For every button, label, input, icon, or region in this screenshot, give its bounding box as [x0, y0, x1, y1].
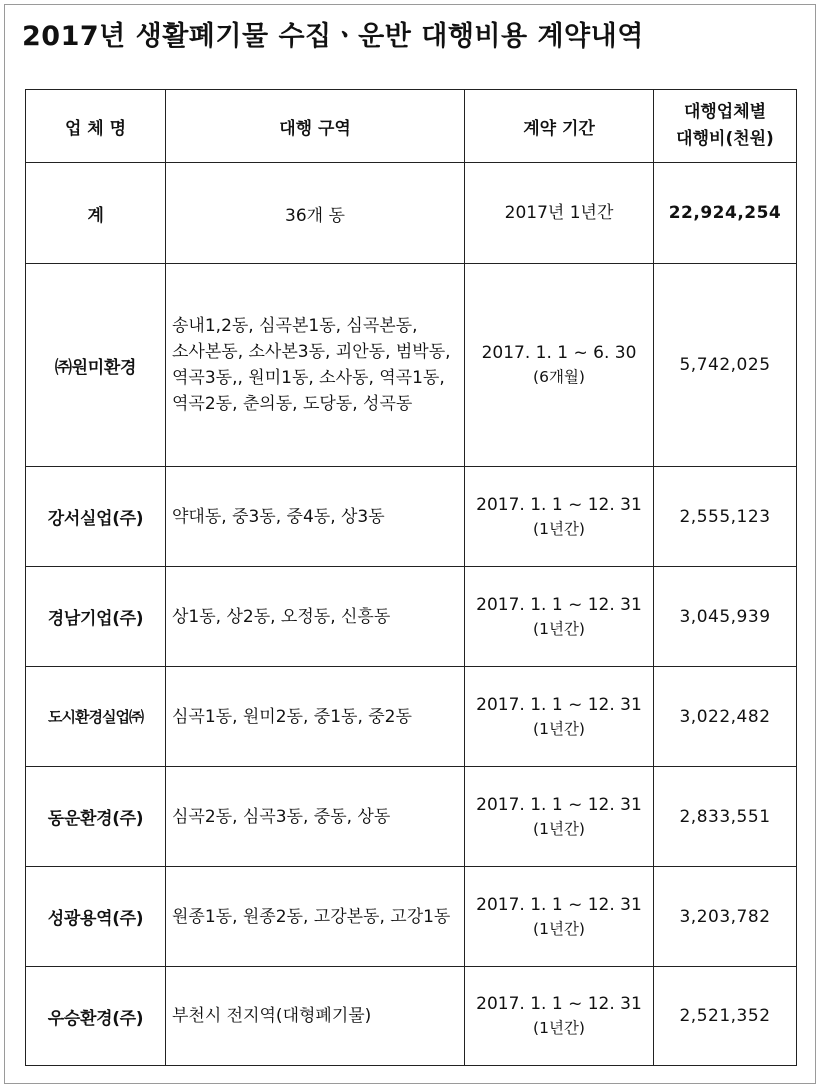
period-duration: (1년간)	[533, 719, 585, 738]
total-row	[26, 163, 797, 264]
header-company: 업 체 명	[26, 90, 166, 163]
company-name: 강서실업(주)	[26, 467, 166, 567]
fee-amount: 3,203,782	[654, 867, 797, 967]
header-area: 대행 구역	[166, 90, 465, 163]
total-label: 계	[26, 163, 166, 264]
total-area: 36개 동	[166, 163, 465, 264]
company-name: 우승환경(주)	[26, 967, 166, 1066]
table-row	[26, 264, 797, 467]
period-range: 2017. 1. 1 ~ 12. 31	[476, 794, 642, 815]
contract-period	[465, 967, 654, 1066]
contract-period	[465, 767, 654, 867]
fee-amount: 2,555,123	[654, 467, 797, 567]
fee-amount: 3,045,939	[654, 567, 797, 667]
period-range: 2017. 1. 1 ~ 12. 31	[476, 994, 642, 1014]
period-duration: (6개월)	[533, 368, 585, 386]
period-duration: (1년간)	[533, 619, 585, 638]
header-fee	[654, 90, 797, 163]
company-name: 동운환경(주)	[26, 767, 166, 867]
period-duration: (1년간)	[533, 1019, 585, 1037]
service-area: 부천시 전지역(대형폐기물)	[166, 967, 465, 1066]
table-row	[26, 967, 797, 1066]
fee-amount: 5,742,025	[654, 264, 797, 467]
service-area: 원종1동, 원종2동, 고강본동, 고강1동	[166, 867, 465, 967]
header-fee-line2: 대행비(천원)	[676, 129, 774, 149]
contract-period	[465, 667, 654, 767]
period-range: 2017. 1. 1 ~ 6. 30	[481, 343, 637, 363]
table-row	[26, 767, 797, 867]
period-range: 2017. 1. 1 ~ 12. 31	[476, 694, 642, 715]
period-duration: (1년간)	[533, 919, 585, 938]
company-name: ㈜원미환경	[26, 264, 166, 467]
service-area: 상1동, 상2동, 오정동, 신흥동	[166, 567, 465, 667]
service-area: 심곡1동, 원미2동, 중1동, 중2동	[166, 667, 465, 767]
table-row	[26, 667, 797, 767]
contract-period	[465, 567, 654, 667]
table-row	[26, 467, 797, 567]
table-row	[26, 867, 797, 967]
fee-amount: 2,833,551	[654, 767, 797, 867]
company-name: 경남기업(주)	[26, 567, 166, 667]
header-row	[26, 90, 797, 163]
page-title: 2017년 생활폐기물 수집ㆍ운반 대행비용 계약내역	[22, 21, 644, 52]
total-amount: 22,924,254	[654, 163, 797, 264]
total-period: 2017년 1년간	[465, 163, 654, 264]
table-row	[26, 567, 797, 667]
service-area: 송내1,2동, 심곡본1동, 심곡본동, 소사본동, 소사본3동, 괴안동, 범박동, 역곡3동,, 원미1동, 소사동, 역곡1동, 역곡2동, 춘의동, 도당동, 성곡동	[166, 264, 465, 467]
contract-period	[465, 264, 654, 467]
period-range: 2017. 1. 1 ~ 12. 31	[476, 894, 642, 915]
period-range: 2017. 1. 1 ~ 12. 31	[476, 494, 642, 515]
header-fee-line1: 대행업체별	[683, 102, 767, 122]
service-area: 심곡2동, 심곡3동, 중동, 상동	[166, 767, 465, 867]
contract-period	[465, 867, 654, 967]
period-duration: (1년간)	[533, 519, 585, 538]
contract-period	[465, 467, 654, 567]
company-name: 도시환경실업㈜	[26, 667, 166, 767]
period-duration: (1년간)	[533, 819, 585, 838]
header-period: 계약 기간	[465, 90, 654, 163]
service-area: 약대동, 중3동, 중4동, 상3동	[166, 467, 465, 567]
period-range: 2017. 1. 1 ~ 12. 31	[476, 594, 642, 615]
fee-amount: 3,022,482	[654, 667, 797, 767]
contract-table	[25, 89, 797, 1066]
fee-amount: 2,521,352	[654, 967, 797, 1066]
company-name: 성광용역(주)	[26, 867, 166, 967]
